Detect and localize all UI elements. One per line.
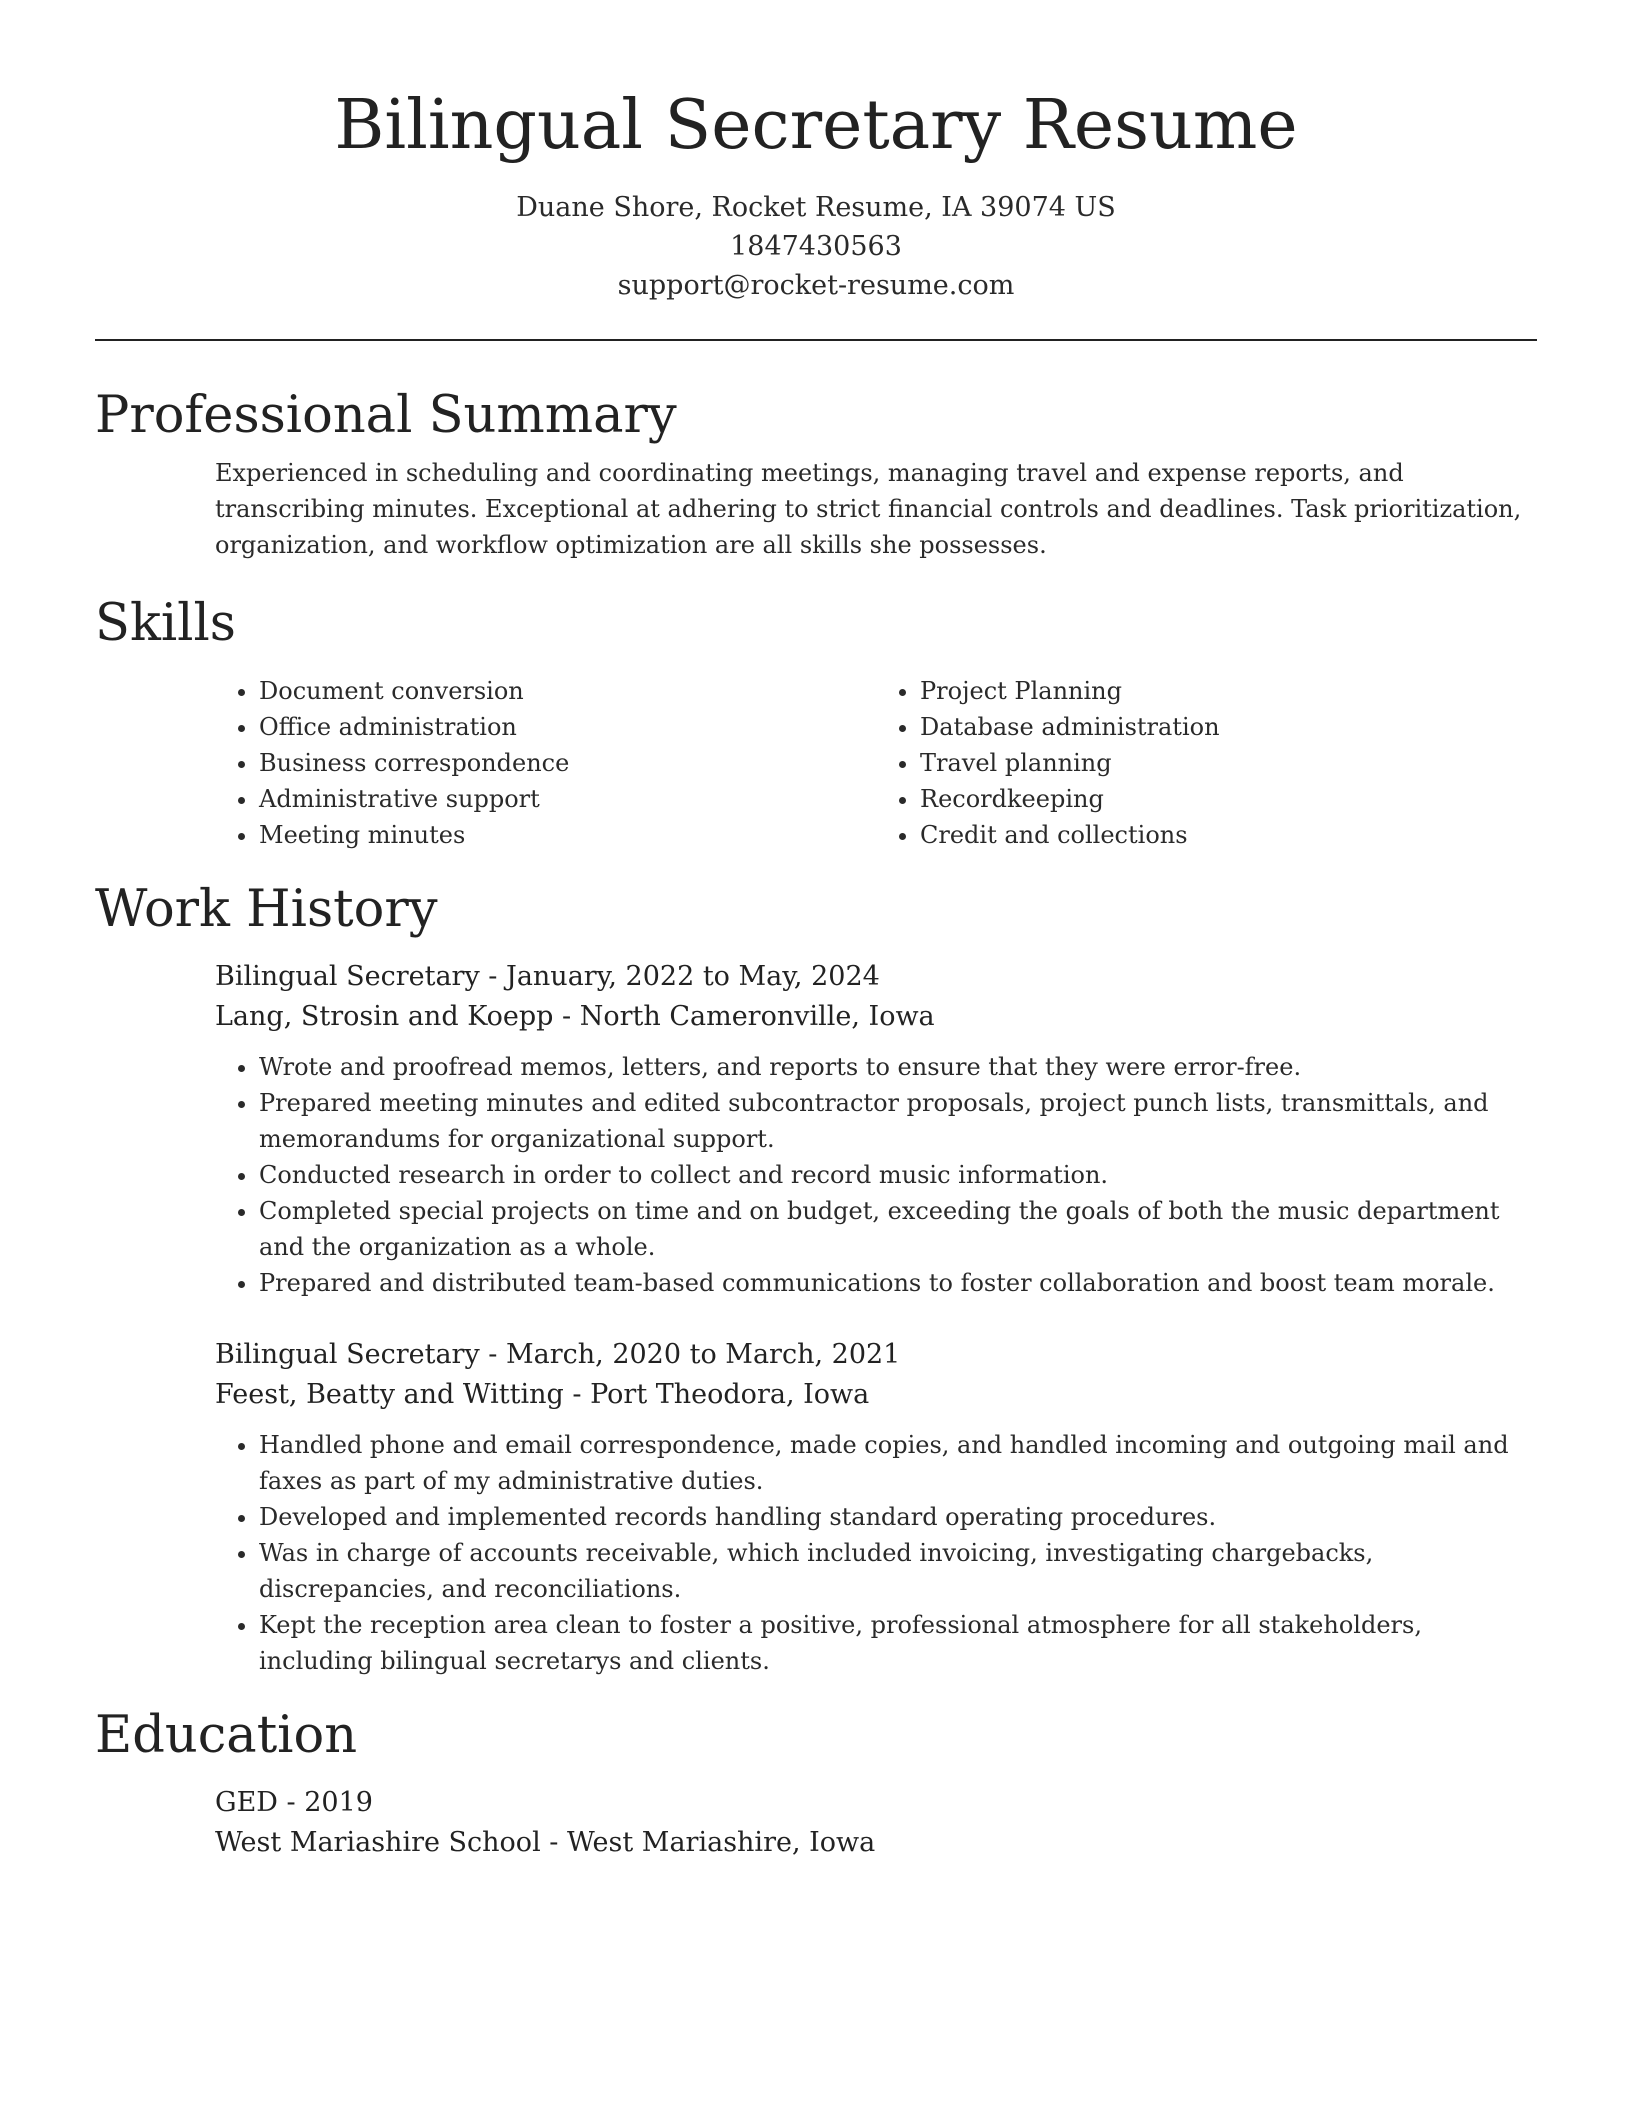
education-school-line: West Mariashire School - West Mariashire, Iowa xyxy=(215,1827,876,1858)
skill-item: • Recordkeeping xyxy=(920,781,1537,817)
job-company-line: Lang, Strosin and Koepp - North Cameronville, Iowa xyxy=(215,1001,935,1032)
professional-summary-section xyxy=(95,381,1537,563)
education-heading: Education xyxy=(95,1706,358,1765)
job-bullet: • Prepared and distributed team-based communications to foster collaboration and boost team morale. xyxy=(259,1265,1537,1301)
skill-item: • Meeting minutes xyxy=(259,817,876,853)
resume-header xyxy=(95,0,1537,305)
skill-item: • Project Planning xyxy=(920,673,1537,709)
job-entry xyxy=(215,1335,1537,1679)
skill-item: • Document conversion xyxy=(259,673,876,709)
skill-item: • Database administration xyxy=(920,709,1537,745)
skill-item: • Administrative support xyxy=(259,781,876,817)
contact-block xyxy=(95,188,1537,305)
contact-email: support@rocket-resume.com xyxy=(617,270,1015,301)
skills-column-left xyxy=(215,673,876,853)
job-bullet: • Handled phone and email correspondence, made copies, and handled incoming and outgoing mail and faxes as part of my administrative duties. xyxy=(259,1427,1537,1499)
skill-item: • Office administration xyxy=(259,709,876,745)
skill-item: • Travel planning xyxy=(920,745,1537,781)
header-divider xyxy=(95,339,1537,341)
job-title-line: Bilingual Secretary - March, 2020 to March, 2021 xyxy=(215,1339,901,1370)
education-degree-line: GED - 2019 xyxy=(215,1787,373,1818)
job-bullet: • Was in charge of accounts receivable, which included invoicing, investigating chargebacks, discrepancies, and reconciliations. xyxy=(259,1535,1537,1607)
job-bullet-list xyxy=(215,1427,1537,1679)
professional-summary-heading: Professional Summary xyxy=(95,386,677,445)
skills-section xyxy=(95,589,1537,853)
professional-summary-text: Experienced in scheduling and coordinating meetings, managing travel and expense reports, and transcribing minutes. Exceptional at adhering to strict financial controls and deadlines. Task prioritization, organization, and workflow optimization are all skills she possesses. xyxy=(215,459,1522,559)
skills-heading: Skills xyxy=(95,594,236,653)
job-bullet: • Wrote and proofread memos, letters, and reports to ensure that they were error-free. xyxy=(259,1049,1537,1085)
work-history-section xyxy=(95,875,1537,1679)
skill-item: • Credit and collections xyxy=(920,817,1537,853)
resume-title: Bilingual Secretary Resume xyxy=(334,86,1298,165)
education-section xyxy=(95,1701,1537,1863)
job-bullet: • Conducted research in order to collect and record music information. xyxy=(259,1157,1537,1193)
skills-column-right xyxy=(876,673,1537,853)
job-bullet: • Completed special projects on time and on budget, exceeding the goals of both the music department and the organization as a whole. xyxy=(259,1193,1537,1265)
job-bullet: • Prepared meeting minutes and edited subcontractor proposals, project punch lists, transmittals, and memorandums for organizational support. xyxy=(259,1085,1537,1157)
work-history-heading: Work History xyxy=(95,880,438,939)
contact-address: Duane Shore, Rocket Resume, IA 39074 US xyxy=(516,192,1116,223)
skills-grid xyxy=(215,673,1537,853)
contact-phone: 1847430563 xyxy=(730,231,902,262)
education-entry xyxy=(215,1783,1537,1863)
job-bullet: • Kept the reception area clean to foster a positive, professional atmosphere for all stakeholders, including bilingual secretarys and clients. xyxy=(259,1607,1537,1679)
job-title-line: Bilingual Secretary - January, 2022 to May, 2024 xyxy=(215,961,880,992)
job-company-line: Feest, Beatty and Witting - Port Theodora, Iowa xyxy=(215,1379,870,1410)
skill-item: • Business correspondence xyxy=(259,745,876,781)
job-bullet: • Developed and implemented records handling standard operating procedures. xyxy=(259,1499,1537,1535)
job-bullet-list xyxy=(215,1049,1537,1301)
job-entry xyxy=(215,957,1537,1301)
